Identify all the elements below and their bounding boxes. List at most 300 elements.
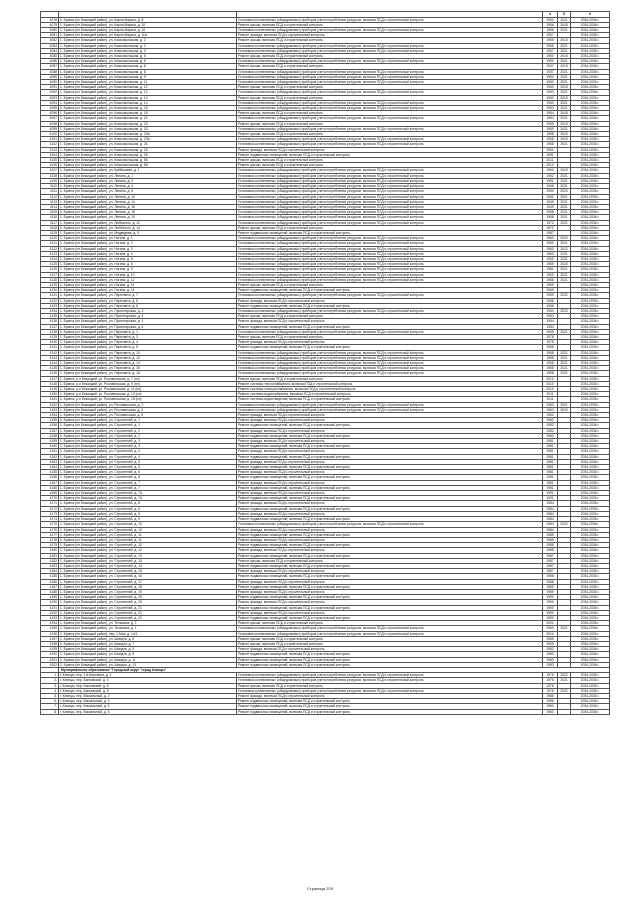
period-cell: 2034-2036 г. [571,121,610,126]
row-number: 4083 [41,43,59,48]
work-type-cell: Установка коллективных (общедомовых) приборов учета потребления ресурсов, включая ПСД и строительный контроль [237,361,543,366]
last-repair-year-cell: 2015 [558,132,571,137]
row-number: 4185 [41,574,59,579]
work-type-cell: Ремонт фасада, включая ПСД и строительный контроль [237,340,543,345]
period-cell: 2034-2036 г. [571,184,610,189]
row-number: 4108 [41,173,59,178]
work-type-cell: Ремонт фасада, включая ПСД и строительный контроль [237,480,543,485]
row-number: 5. [41,694,59,699]
row-number: 4152 [41,402,59,407]
work-type-cell: Ремонт крыши, включая ПСД и строительный контроль [237,558,543,563]
period-cell: 2034-2036 г. [571,506,610,511]
work-type-cell: Установка коллективных (общедомовых) приборов учета потребления ресурсов, включая ПСД и строительный контроль [237,350,543,355]
build-year-cell: 4 [543,12,558,18]
address-cell: 1. Брянск (пл Бежицкий район), ул. Строителей, д. 7 [59,480,237,485]
build-year-cell: 1953 [543,100,558,105]
build-year-cell: 1954 [543,116,558,121]
period-cell: 2034-2036 г. [571,100,610,105]
work-type-cell: Ремонт крыши, включая ПСД и строительный контроль [237,132,543,137]
period-cell: 2034-2036 г. [571,537,610,542]
work-type-cell: Установка коллективных (общедомовых) приборов учета потребления ресурсов, включая ПСД и строительный контроль [237,178,543,183]
address-cell: 1. Брянск (пл Бежицкий район), ул. Строителей, д. 4 [59,454,237,459]
build-year-cell: 1982 [543,418,558,423]
work-type-cell: Установка коллективных (общедомовых) приборов учета потребления ресурсов, включая ПСД и строительный контроль [237,272,543,277]
period-cell: 2034-2036 г. [571,132,610,137]
build-year-cell: 1958 [543,210,558,215]
period-cell: 2034-2036 г. [571,595,610,600]
row-number: 4116 [41,215,59,220]
row-number: 4173 [41,511,59,516]
last-repair-year-cell: 2021 [558,251,571,256]
row-number: 4191 [41,605,59,610]
last-repair-year-cell: 2022 [558,246,571,251]
work-type-cell: Ремонт подвальных помещений, включая ПСД и строительный контроль [237,615,543,620]
address-cell: 1. Брянск (пл Бежицкий район), ул. Ленина, д. 6 [59,189,237,194]
period-cell: 2034-2036 г. [571,43,610,48]
period-cell: 2034-2036 г. [571,496,610,501]
work-type-cell: Установка коллективных (общедомовых) приборов учета потребления ресурсов, включая ПСД и строительный контроль [237,371,543,376]
address-cell: 1. Брянск (пл Бежицкий район), ул. Строителей, д. 2 [59,433,237,438]
address-cell: 1. Брянск (пл Бежицкий район), ул. Пересвета, д. 14 [59,361,237,366]
work-type-cell: Установка коллективных (общедомовых) приборов учета потребления ресурсов, включая ПСД и строительный контроль [237,220,543,225]
period-cell: 2034-2036 г. [571,371,610,376]
period-cell: 2034-2036 г. [571,662,610,667]
address-cell: 1. Брянск (пл Бежицкий район), ул. Комсомольская, д. 18 [59,111,237,116]
address-cell: 1. Брянск (пл Бежицкий район), ул. Строителей, д. 13 [59,553,237,558]
row-number: 4181 [41,553,59,558]
work-type-cell: Ремонт фасада, включая ПСД и строительный контроль [237,418,543,423]
address-cell: 1. Брянск (пл Бежицкий район), ул. Ногина, д. 10 [59,272,237,277]
address-cell: 1. Брянск (пл Бежицкий район), ул. Строителей, д. 11 [59,537,237,542]
build-year-cell: 1984 [543,527,558,532]
work-type-cell: Установка коллективных (общедомовых) приборов учета потребления ресурсов, включая ПСД и строительный контроль [237,631,543,636]
work-type-cell: Ремонт фасада, включая ПСД и строительный контроль [237,33,543,38]
last-repair-year-cell: 2021 [558,204,571,209]
period-cell: 2034-2036 г. [571,277,610,282]
row-number: 4192 [41,610,59,615]
row-number: 4195 [41,626,59,631]
work-type-cell: Ремонт крыши, включая ПСД и строительный контроль [237,22,543,27]
build-year-cell: 1989 [543,589,558,594]
last-repair-year-cell: 2021 [558,361,571,366]
period-cell: 2034-2036 г. [571,204,610,209]
period-cell: 2034-2036 г. [571,272,610,277]
last-repair-year-cell: 2021 [558,74,571,79]
period-cell: 2034-2036 г. [571,95,610,100]
last-repair-year-cell: 2015 [558,85,571,90]
build-year-cell: 1958 [543,371,558,376]
build-year-cell: 1976 [543,683,558,688]
address-cell: 1. Брянск (пл Бежицкий район), ул. Комсомольская, д. 11 [59,80,237,85]
period-cell: 2034-2036 г. [571,80,610,85]
period-cell: 2034-2036 г. [571,17,610,22]
last-repair-year-cell: 2021 [558,43,571,48]
build-year-cell: 1982 [543,433,558,438]
build-year-cell: 1954 [543,324,558,329]
work-type-cell: Установка коллективных (общедомовых) приборов учета потребления ресурсов, включая ПСД и строительный контроль [237,402,543,407]
build-year-cell: 1953 [543,95,558,100]
works-table-body [41,12,610,715]
build-year-cell: 1985 [543,543,558,548]
period-cell: 2034-2036 г. [571,189,610,194]
build-year-cell: 1953 [543,85,558,90]
last-repair-year-cell: 2020 [558,168,571,173]
period-cell: 2034-2036 г. [571,282,610,287]
period-cell: 2034-2036 г. [571,137,610,142]
row-number: 4169 [41,491,59,496]
row-number: 4182 [41,558,59,563]
work-type-cell: Ремонт фасада, включая ПСД и строительный контроль [237,589,543,594]
last-repair-year-cell: 2020 [558,137,571,142]
build-year-cell: 1957 [543,33,558,38]
address-cell: 1. Брянск (пл Бежицкий район), ул. Пересвета, д. 4 [59,340,237,345]
period-cell: 2034-2036 г. [571,319,610,324]
row-number: 4165 [41,470,59,475]
row-number: 4161 [41,449,59,454]
row-number: 4179 [41,543,59,548]
work-type-cell: Установка коллективных (общедомовых) приборов учета потребления ресурсов, включая ПСД и строительный контроль [237,173,543,178]
build-year-cell: 1949 [543,204,558,209]
address-cell: 1. Брянск (пл Бежицкий район), ул. Ногина, д. 14 [59,282,237,287]
address-cell: 1. Брянск (пл Бежицкий район), ул. Комсомольская, д. 12 [59,85,237,90]
build-year-cell: 2010 [543,376,558,381]
period-cell: 2034-2036 г. [571,59,610,64]
work-type-cell: Установка коллективных (общедомовых) приборов учета потребления ресурсов, включая ПСД и строительный контроль [237,126,543,131]
period-cell: 2034-2036 г. [571,152,610,157]
period-cell: 2034-2036 г. [571,38,610,43]
address-cell: 1. Брянск (пл Бежицкий район), ул. Строителей, д. 13 [59,558,237,563]
row-number: 4130 [41,288,59,293]
last-repair-year-cell: 2021 [558,215,571,220]
build-year-cell: 1954 [543,314,558,319]
row-number: 4121 [41,241,59,246]
build-year-cell: 1981 [543,480,558,485]
period-cell: 2034-2036 г. [571,610,610,615]
address-cell: 1. Брянск (пл Бежицкий район), ул. Шмидта, д. 11 [59,657,237,662]
work-type-cell: Установка коллективных (общедомовых) приборов учета потребления ресурсов, включая ПСД и строительный контроль [237,106,543,111]
address-cell: 1. Брянск (пл Бежицкий район), ул. Комсомольская, д. 23А [59,137,237,142]
row-number: 4110 [41,184,59,189]
period-cell: 2034-2036 г. [571,334,610,339]
build-year-cell: 1976 [543,688,558,693]
address-cell: 1. Брянск (пл Бежицкий район), ул. Строителей, д. 6 [59,470,237,475]
row-number: 4188 [41,589,59,594]
row-number: 4177 [41,532,59,537]
address-cell: 1. Брянск (пл Бежицкий район), ул. Комсомольская, д. 58 [59,163,237,168]
row-number: 4101 [41,137,59,142]
row-number: 4158 [41,433,59,438]
build-year-cell: 1958 [543,142,558,147]
period-cell: 2034-2036 г. [571,210,610,215]
row-number: 4199 [41,647,59,652]
build-year-cell: 1987 [543,569,558,574]
period-cell: 2034-2036 г. [571,116,610,121]
row-number: 4160 [41,444,59,449]
row-number: 4112 [41,194,59,199]
build-year-cell: 1952 [543,17,558,22]
row-number: 4155 [41,418,59,423]
work-type-cell: Ремонт подвальных помещений, включая ПСД и строительный контроль [237,532,543,537]
build-year-cell: 1991 [543,496,558,501]
period-cell: 2034-2036 г. [571,350,610,355]
build-year-cell: 1981 [543,459,558,464]
address-cell: 1. Брянск (пл Бежицкий район), ул. Строителей, д. 1 [59,418,237,423]
period-cell: 2034-2036 г. [571,48,610,53]
period-cell: 2034-2036 г. [571,303,610,308]
row-number: 4194 [41,621,59,626]
build-year-cell: 1958 [543,303,558,308]
row-number: 4134 [41,308,59,313]
row-number: 4198 [41,641,59,646]
row-number: 4140 [41,340,59,345]
row-number: 4157 [41,428,59,433]
work-type-cell: Ремонт фасада, включая ПСД и строительный контроль [237,511,543,516]
build-year-cell: 1982 [543,423,558,428]
address-cell: 1. Брянск (пл Бежицкий район), ул. Комсомольская, д. 2 [59,43,237,48]
address-cell: 1. Брянск (пл Бежицкий район), ул. Шмидта, д. 9 [59,647,237,652]
address-cell: 1. Брянск (пл Бежицкий район), ул. Ногина, д. 2 [59,241,237,246]
row-number: 4122 [41,246,59,251]
build-year-cell: 1981 [543,449,558,454]
last-repair-year-cell: 2022 [558,673,571,678]
address-cell: 1. Брянск (пл Бежицкий район), ул. Строителей, д. 16 [59,574,237,579]
build-year-cell: 1987 [543,558,558,563]
work-type-cell: Ремонт подвальных помещений, включая ПСД и строительный контроль [237,433,543,438]
period-cell: 2034-2036 г. [571,485,610,490]
row-number: 4106 [41,163,59,168]
work-type-cell: Ремонт крыши, включая ПСД и строительный контроль [237,64,543,69]
period-cell: 2034-2036 г. [571,54,610,59]
period-cell: 2034-2036 г. [571,340,610,345]
period-cell: 2034-2036 г. [571,402,610,407]
work-type-cell: Ремонт подвальных помещений, включая ПСД и строительный контроль [237,454,543,459]
build-year-cell: 1950 [543,189,558,194]
row-number: 4172 [41,506,59,511]
work-type-cell: Установка коллективных (общедомовых) приборов учета потребления ресурсов, включая ПСД и строительный контроль [237,293,543,298]
build-year-cell: 1955 [543,641,558,646]
period-cell: 2034-2036 г. [571,355,610,360]
section-title: Муниципальное образование "Городской округ "город Клинцы" [59,667,610,672]
work-type-cell: Ремонт подвальных помещений, включая ПСД и строительный контроль [237,465,543,470]
address-cell: 1. Брянск (пл Бежицкий район), ул. Пролетарская, д. 4 [59,319,237,324]
address-cell: 1. Брянск (пл Бежицкий район), ул. Строителей, д. 8 [59,501,237,506]
row-number: 4114 [41,204,59,209]
address-cell: 1. Брянск (пл Бежицкий район), ул. Ногина, д. 14 [59,288,237,293]
build-year-cell: 2010 [543,163,558,168]
last-repair-year-cell: 5 [558,12,571,18]
build-year-cell: 1959 [543,121,558,126]
row-number: 4141 [41,345,59,350]
address-cell: г. Клинцы, пер. Вокзальный, д. 2 [59,699,237,704]
period-cell: 2034-2036 г. [571,543,610,548]
last-repair-year-cell: 2020 [558,308,571,313]
row-number: 4120 [41,236,59,241]
row-number: 7. [41,704,59,709]
period-cell: 2034-2036 г. [571,69,610,74]
address-cell: 1. Брянск (пл Бежицкий район), ул. Строителей, д. 12 [59,543,237,548]
period-cell: 2034-2036 г. [571,397,610,402]
work-type-cell: Ремонт системы электроснабжения, включая ПСД и строительный контроль [237,387,543,392]
address-cell: 1. Брянск (пл Бежицкий район), ул. Ленина, д. 18 [59,210,237,215]
period-cell: 2034-2036 г. [571,241,610,246]
build-year-cell: 1958 [543,298,558,303]
period-cell: 2034-2036 г. [571,470,610,475]
address-cell: 1. Брянск (пл Бежицкий район), ул. Пересвета, д. 7 [59,293,237,298]
row-number: 4085 [41,54,59,59]
period-cell: 2034-2036 г. [571,600,610,605]
work-type-cell: Ремонт крыши, включая ПСД и строительный контроль [237,314,543,319]
work-type-cell: Ремонт подвальных помещений, включая ПСД и строительный контроль [237,662,543,667]
row-number: 4178 [41,537,59,542]
work-type-cell: Ремонт подвальных помещений, включая ПСД и строительный контроль [237,553,543,558]
work-type-cell: Установка коллективных (общедомовых) приборов учета потребления ресурсов, включая ПСД и строительный контроль [237,267,543,272]
row-number: 4170 [41,496,59,501]
work-type-cell: Установка коллективных (общедомовых) приборов учета потребления ресурсов, включая ПСД и строительный контроль [237,246,543,251]
last-repair-year-cell: 2021 [558,366,571,371]
last-repair-year-cell: 2015 [558,121,571,126]
last-repair-year-cell: 2021 [558,106,571,111]
work-type-cell: Ремонт системы водоснабжения, включая ПСД и строительный контроль [237,392,543,397]
address-cell: 1. Брянск (пл Бежицкий район), ул. Пересвета, д. 10 [59,350,237,355]
build-year-cell: 1978 [543,340,558,345]
row-number: 4187 [41,584,59,589]
work-type-cell: Установка коллективных (общедомовых) приборов учета потребления ресурсов, включая ПСД и строительный контроль [237,329,543,334]
period-cell: 2034-2036 г. [571,361,610,366]
row-number: 4186 [41,579,59,584]
row-number: 4131 [41,293,59,298]
period-cell: 2034-2036 г. [571,423,610,428]
address-cell: 1. Брянск (пл Бежицкий район), ул. Шмидта, д. 9 [59,652,237,657]
address-cell: 1. Брянск (пл Бежицкий район), ул. Строителей, д. 9 [59,517,237,522]
build-year-cell: 1991 [543,147,558,152]
row-number: 4100 [41,132,59,137]
build-year-cell: 1981 [543,439,558,444]
build-year-cell: 1976 [543,678,558,683]
build-year-cell: 1982 [543,428,558,433]
row-number: 4128 [41,277,59,282]
address-cell: 1. Брянск (пл Бежицкий район), ул. Карла Маркса, д. 11А [59,33,237,38]
address-cell: г. Клинцы, пер. Банковский, д. 8 [59,683,237,688]
build-year-cell: 1958 [543,215,558,220]
work-type-cell: Ремонт крыши, включая ПСД и строительный контроль [237,641,543,646]
row-number: 4092 [41,90,59,95]
work-type-cell: Ремонт подвальных помещений, включая ПСД и строительный контроль [237,699,543,704]
address-cell: 1. Брянск (пл Бежицкий район), ул. Строителей, д. 10 [59,527,237,532]
build-year-cell: 1959 [543,329,558,334]
period-cell: 2034-2036 г. [571,168,610,173]
address-cell: 1. Брянск (пл Бежицкий район), ул. Строителей, д. 10 [59,522,237,527]
address-cell: 1. Брянск (пл Бежицкий район), ул. Карла Маркса, д. 10 [59,28,237,33]
build-year-cell: 2001 [543,621,558,626]
work-type-cell: Ремонт фасада, включая ПСД и строительный контроль [237,459,543,464]
build-year-cell: 1991 [543,152,558,157]
work-type-cell: Установка коллективных (общедомовых) приборов учета потребления ресурсов, включая ПСД и строительный контроль [237,241,543,246]
address-cell: г. Клинцы, пер. Банковский, д. 4 [59,678,237,683]
last-repair-year-cell: 2021 [558,90,571,95]
work-type-cell: Ремонт фасада, включая ПСД и строительный контроль [237,439,543,444]
address-cell: 1. Брянск (пл Бежицкий район), ул. Комсомольская, д. 9 [59,74,237,79]
work-type-cell: Ремонт подвальных помещений, включая ПСД и строительный контроль [237,423,543,428]
row-number: 4132 [41,298,59,303]
build-year-cell: 1976 [543,673,558,678]
build-year-cell: 1987 [543,553,558,558]
row-number: 4094 [41,100,59,105]
build-year-cell: 1985 [543,532,558,537]
row-number: 4183 [41,563,59,568]
build-year-cell: 1954 [543,319,558,324]
row-number: 4133 [41,303,59,308]
last-repair-year-cell: 2020 [558,236,571,241]
work-type-cell: Ремонт подвальных помещений, включая ПСД и строительный контроль [237,475,543,480]
address-cell: 1. Брянск (пл Бежицкий район), ул. Комсомольская, д. 5 [59,54,237,59]
work-type-cell: Ремонт подвальных помещений, включая ПСД и строительный контроль [237,657,543,662]
period-cell: 2034-2036 г. [571,173,610,178]
address-cell: 1. Брянск (пл Бежицкий район), ул. Строителей, д. 7А [59,491,237,496]
address-cell: 1. Брянск (пл Бежицкий район), ул. Комсомольская, д. 16 [59,106,237,111]
row-number: 4148 [41,381,59,386]
work-type-cell: Установка коллективных (общедомовых) приборов учета потребления ресурсов, включая ПСД и строительный контроль [237,626,543,631]
work-type-cell: Ремонт подвальных помещений, включая ПСД и строительный контроль [237,652,543,657]
period-cell: 2034-2036 г. [571,511,610,516]
build-year-cell: 1986 [543,699,558,704]
period-cell: 6 [571,12,610,18]
work-type-cell: Установка коллективных (общедомовых) приборов учета потребления ресурсов, включая ПСД и строительный контроль [237,168,543,173]
address-cell: 1. Брянск (пл Бежицкий район), ул. Ногина, д. 12 [59,277,237,282]
row-number: 4102 [41,142,59,147]
last-repair-year-cell: 2022 [558,522,571,527]
period-cell: 2034-2036 г. [571,459,610,464]
last-repair-year-cell: 2015 [558,38,571,43]
row-number: 4189 [41,595,59,600]
work-type-cell: Ремонт фасада, включая ПСД и строительный контроль [237,600,543,605]
address-cell: 1. Брянск (пл Бежицкий район), ул. Строителей, д. 3 [59,439,237,444]
period-cell: 2034-2036 г. [571,678,610,683]
period-cell: 2034-2036 г. [571,142,610,147]
work-type-cell: Ремонт фасада, включая ПСД и строительный контроль [237,527,543,532]
period-cell: 2034-2036 г. [571,475,610,480]
work-type-cell: Установка коллективных (общедомовых) приборов учета потребления ресурсов, включая ПСД и строительный контроль [237,80,543,85]
build-year-cell: 1990 [543,615,558,620]
build-year-cell: 1984 [543,517,558,522]
period-cell: 2034-2036 г. [571,236,610,241]
document-sheet [40,11,600,715]
work-type-cell: Ремонт крыши, включая ПСД и строительный контроль [237,158,543,163]
build-year-cell: 1954 [543,111,558,116]
last-repair-year-cell: 2021 [558,210,571,215]
address-cell: 1. Брянск (пл Бежицкий район), ул. Рославльская, д. 1 [59,402,237,407]
period-cell: 2034-2036 г. [571,28,610,33]
last-repair-year-cell: 2021 [558,199,571,204]
last-repair-year-cell: 2021 [558,142,571,147]
table-row [41,709,610,714]
last-repair-year-cell: 2021 [558,59,571,64]
period-cell: 2034-2036 г. [571,636,610,641]
period-cell: 2034-2036 г. [571,517,610,522]
period-cell: 2034-2036 г. [571,688,610,693]
last-repair-year-cell: 2015 [558,64,571,69]
build-year-cell: 1981 [543,470,558,475]
address-cell: 1. Брянск (пл Бежицкий район), пер. 1 Мая, д. 14/1 [59,631,237,636]
work-type-cell: Ремонт фасада, включая ПСД и строительный контроль [237,537,543,542]
row-number: 4084 [41,48,59,53]
row-number: 4086 [41,59,59,64]
period-cell: 2034-2036 г. [571,106,610,111]
last-repair-year-cell: 2021 [558,69,571,74]
address-cell: 1. Брянск (пл Бежицкий район), ул. Ногина, д. 1 [59,236,237,241]
address-cell: 1. Брянск (пл Бежицкий район), ул. Комсомольская, д. 23А [59,132,237,137]
address-cell: г. Клинцы, пер. 1-й Калинина, д. 1 [59,673,237,678]
build-year-cell: 1952 [543,173,558,178]
